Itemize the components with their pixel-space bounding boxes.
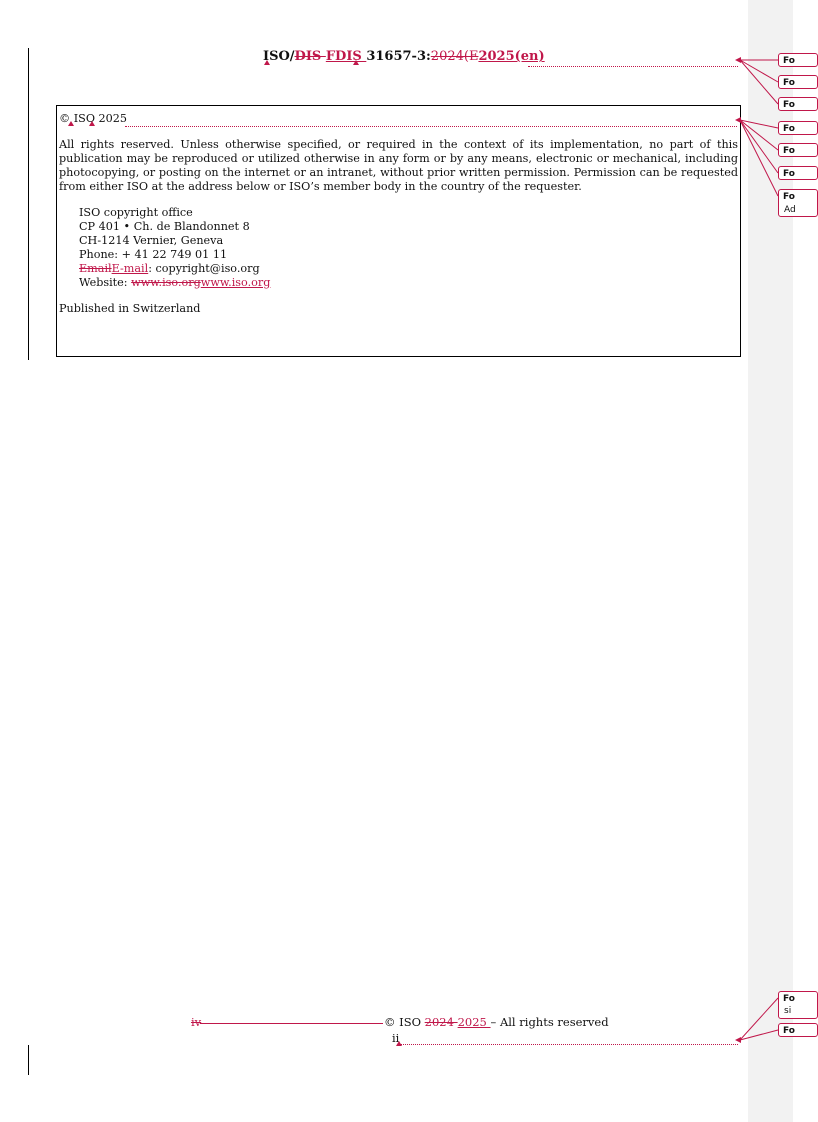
footer-suffix: – All rights reserved (490, 1015, 609, 1029)
footer-deleted-year: 2024 (424, 1015, 458, 1029)
insertion-marker (396, 1041, 402, 1046)
footer-strike-line (200, 1023, 383, 1024)
email-deleted: Email (79, 262, 112, 275)
footer-deleted-page: iv (191, 1015, 202, 1029)
website-line (79, 276, 738, 290)
format-comment-balloon[interactable]: Fo (778, 75, 818, 89)
footer-inserted-year: 2025 (457, 1015, 491, 1029)
phone-line: Phone: + 41 22 749 01 11 (79, 248, 228, 261)
website-inserted[interactable]: www.iso.org (200, 276, 271, 289)
website-label: Website: (79, 276, 132, 289)
change-bar (28, 48, 29, 360)
balloon-detail-text: Ad (784, 205, 796, 215)
email-inserted: E-mail (111, 262, 149, 275)
format-comment-balloon[interactable]: Fo (778, 121, 818, 135)
insertion-marker (68, 121, 74, 126)
copyright-body: All rights reserved. Unless otherwise specified, or required in the context of its implementation, no part of this publication may be reproduced or utilized otherwise in any form or by any means, electronic or mechanical, including photocopying, or posting on the internet or an intranet, without prior written permission. Permission can be requested from either ISO at the address below or ISO’s member body in the country of the requester. (59, 138, 738, 193)
format-comment-balloon[interactable]: Fo (778, 53, 818, 67)
copyright-title: © ISO 2025 (59, 112, 128, 125)
comment-anchor (735, 1037, 741, 1043)
header-revision-line (528, 66, 738, 67)
footer-copyright-prefix: © ISO (384, 1015, 425, 1029)
format-comment-balloon[interactable]: Fo (778, 166, 818, 180)
footer-page-number: ii (392, 1031, 400, 1045)
header-prefix: ISO/ (263, 49, 295, 64)
footer-revision-line (400, 1044, 738, 1045)
header-deleted-dis: DIS (294, 49, 326, 64)
format-comment-balloon[interactable]: Fo (778, 97, 818, 111)
email-address[interactable]: : copyright@iso.org (148, 262, 260, 275)
published-line: Published in Switzerland (59, 302, 201, 315)
insertion-marker (89, 121, 95, 126)
format-comment-balloon[interactable]: Fo (778, 1023, 818, 1037)
comment-anchor (735, 57, 741, 63)
format-comment-balloon[interactable]: Fo (778, 189, 818, 217)
email-line (79, 262, 738, 276)
format-comment-balloon[interactable]: Fo (778, 143, 818, 157)
header-inserted-fdis: FDIS (325, 49, 367, 64)
header-inserted-year: 2025(en) (478, 49, 545, 64)
insertion-marker (353, 60, 359, 65)
format-comment-balloon[interactable]: Fo (778, 991, 818, 1019)
website-deleted[interactable]: www.iso.org (131, 276, 201, 289)
copyright-address (59, 206, 738, 290)
copyright-revision-line (125, 126, 737, 127)
balloon-detail-text: si (784, 1006, 792, 1016)
header-number: 31657-3: (366, 49, 431, 64)
insertion-marker (264, 60, 270, 65)
header-deleted-year: 2024(E (430, 49, 479, 64)
copyright-office: ISO copyright office (79, 206, 193, 219)
footer-copyright (384, 1015, 609, 1029)
change-bar (28, 1045, 29, 1075)
address-line-1: CP 401 • Ch. de Blandonnet 8 (79, 220, 250, 233)
copyright-box (56, 105, 741, 357)
address-line-2: CH-1214 Vernier, Geneva (79, 234, 224, 247)
